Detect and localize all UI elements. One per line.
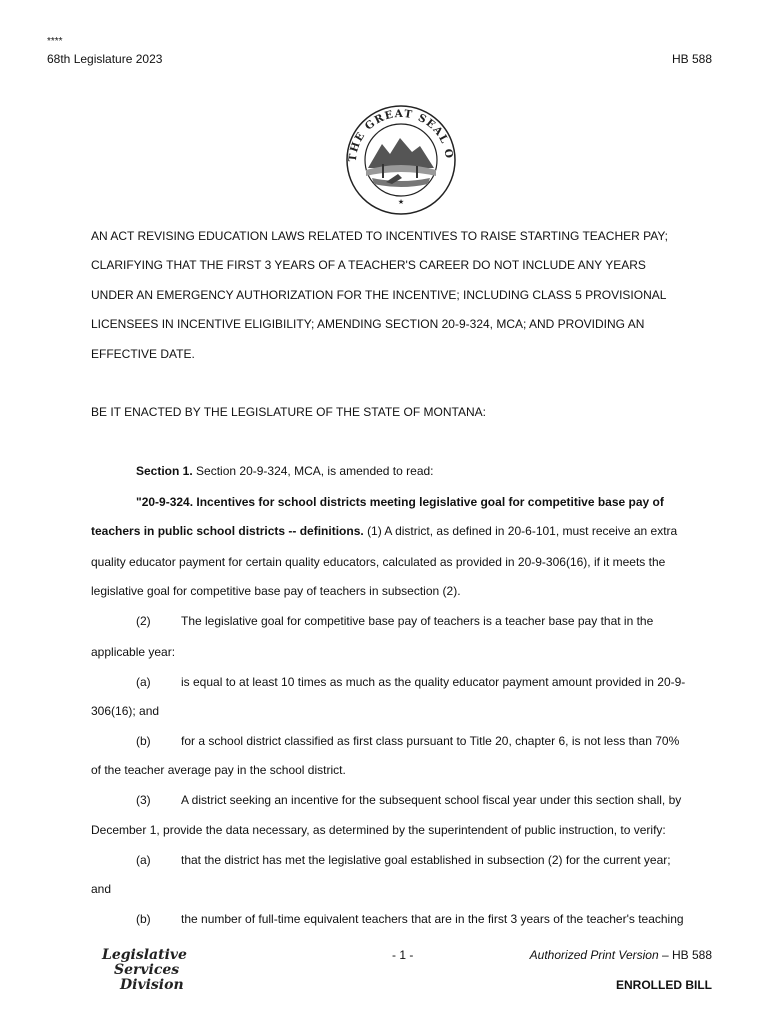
- title-line-4: LICENSEES IN INCENTIVE ELIGIBILITY; AMENDING SECTION 20-9-324, MCA; AND PROVIDING AN: [91, 317, 645, 331]
- subsection-2a-number: (a): [136, 675, 151, 689]
- header-bill-number: HB 588: [671, 52, 712, 66]
- header-stars: ****: [47, 36, 63, 47]
- subsection-2-text: The legislative goal for competitive base pay of teachers is a teacher base pay that in the: [181, 614, 654, 628]
- svg-text:THE GREAT SEAL OF THE STATE OF: THE GREAT SEAL O: [346, 107, 456, 163]
- subsection-3-cont: December 1, provide the data necessary, as determined by the superintendent of public instruction, to verify:: [91, 823, 666, 837]
- subsection-3-text: A district seeking an incentive for the subsequent school fiscal year under this section shall, by: [181, 793, 682, 807]
- title-line-5: EFFECTIVE DATE.: [91, 347, 195, 361]
- subsection-2b-text: for a school district classified as first class pursuant to Title 20, chapter 6, is not less than 70%: [181, 734, 680, 748]
- montana-state-seal: [342, 104, 460, 216]
- subsection-2b-number: (b): [136, 734, 151, 748]
- subsection-3b-text: the number of full-time equivalent teachers that are in the first 3 years of the teacher's teaching: [181, 912, 684, 926]
- subsection-1-text: (1) A district, as defined in 20-6-101, must receive an extra: [367, 524, 678, 538]
- page-number: - 1 -: [392, 948, 414, 962]
- print-version: [530, 949, 712, 961]
- print-version-italic: Authorized Print Version: [529, 948, 659, 962]
- subsection-2a-cont: 306(16); and: [91, 704, 160, 718]
- subsection-3-number: (3): [136, 793, 151, 807]
- section-heading-line-1: "20-9-324. Incentives for school districts meeting legislative goal for competitive base pay of: [136, 495, 664, 509]
- title-line-3: UNDER AN EMERGENCY AUTHORIZATION FOR THE INCENTIVE; INCLUDING CLASS 5 PROVISIONAL: [91, 288, 667, 302]
- section-1-intro: [136, 465, 434, 477]
- legislative-services-division-logo: [100, 948, 190, 1000]
- title-line-1: AN ACT REVISING EDUCATION LAWS RELATED TO INCENTIVES TO RAISE STARTING TEACHER PAY;: [91, 229, 668, 243]
- section-line-4: legislative goal for competitive base pay of teachers in subsection (2).: [91, 584, 461, 598]
- title-line-2: CLARIFYING THAT THE FIRST 3 YEARS OF A TEACHER'S CAREER DO NOT INCLUDE ANY YEARS: [91, 258, 646, 272]
- subsection-2-cont: applicable year:: [91, 645, 176, 659]
- subsection-2b-cont: of the teacher average pay in the school district.: [91, 763, 346, 777]
- subsection-2-number: (2): [136, 614, 151, 628]
- subsection-3a-number: (a): [136, 853, 151, 867]
- subsection-3a-cont: and: [91, 882, 112, 896]
- header-legislature: 68th Legislature 2023: [47, 52, 163, 66]
- subsection-3b-number: (b): [136, 912, 151, 926]
- logo-line-1: Legislative: [102, 947, 187, 963]
- section-1-text: Section 20-9-324, MCA, is amended to read:: [196, 464, 434, 478]
- section-1-label: Section 1.: [136, 464, 193, 478]
- svg-text:★: ★: [397, 199, 405, 206]
- subsection-2a-text: is equal to at least 10 times as much as the quality educator payment amount provided in 20-9-: [181, 675, 686, 689]
- enrolled-bill-status: ENROLLED BILL: [616, 978, 712, 992]
- section-line-2: [91, 525, 677, 537]
- enacting-clause: BE IT ENACTED BY THE LEGISLATURE OF THE STATE OF MONTANA:: [91, 405, 486, 419]
- logo-line-2: Services: [114, 962, 180, 978]
- logo-line-3: Division: [120, 977, 184, 993]
- print-version-rest: – HB 588: [658, 948, 712, 962]
- section-line-3: quality educator payment for certain quality educators, calculated as provided in 20-9-306(16), if it meets the: [91, 555, 666, 569]
- subsection-3a-text: that the district has met the legislative goal established in subsection (2) for the current year;: [181, 853, 671, 867]
- section-heading-line-2: teachers in public school districts -- definitions.: [91, 524, 364, 538]
